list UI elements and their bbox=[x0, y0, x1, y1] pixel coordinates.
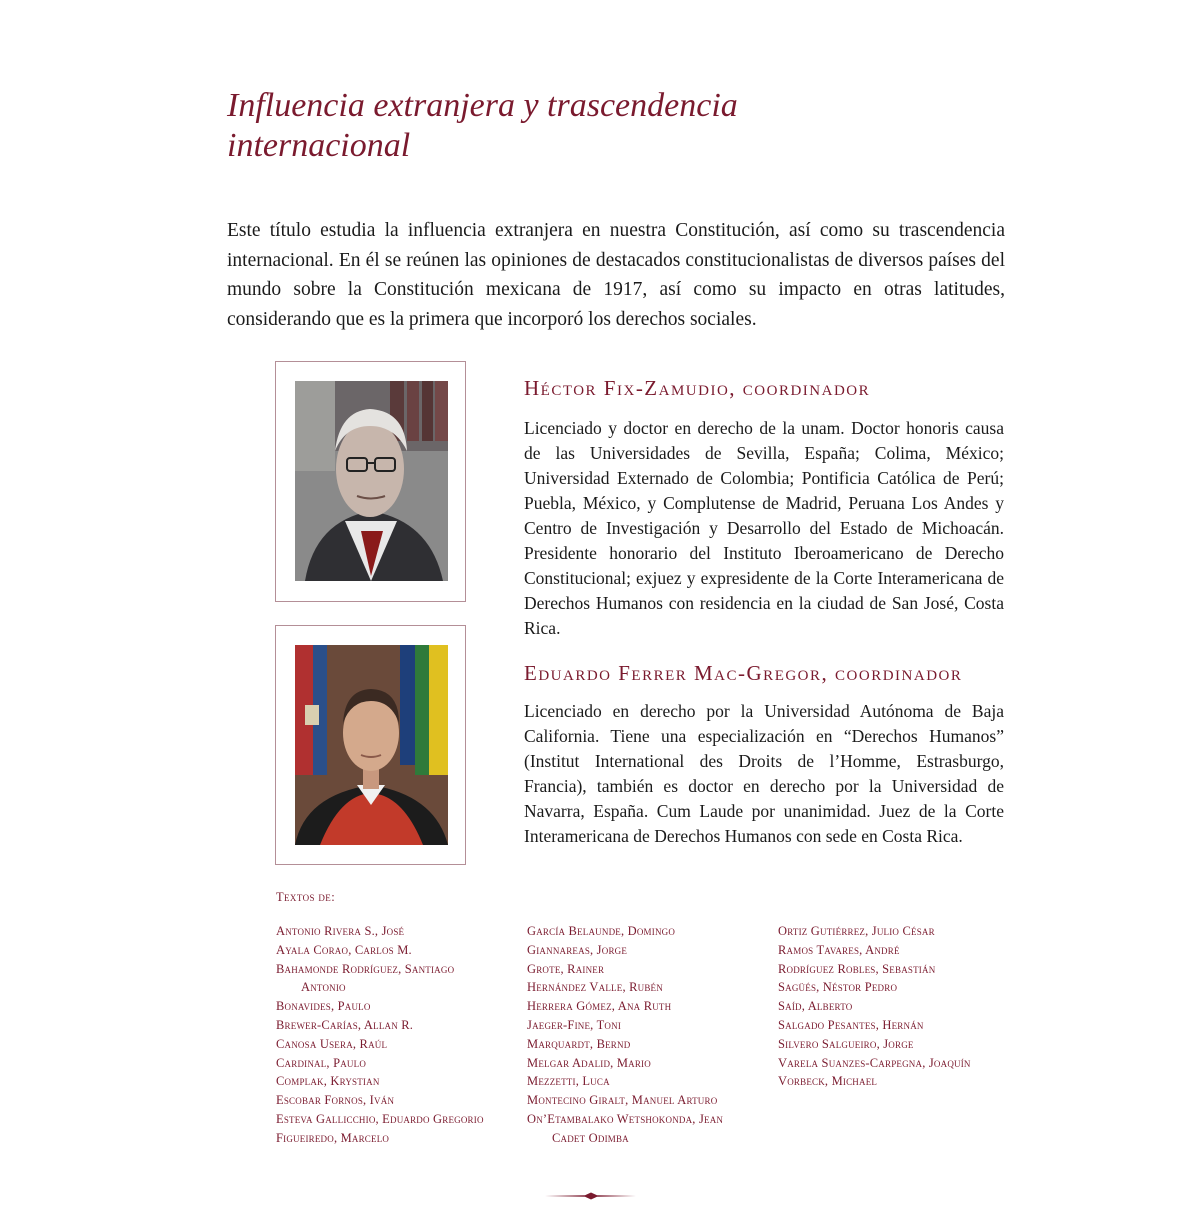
author-item: Salgado Pesantes, Hernán bbox=[778, 1017, 924, 1032]
authors-column-1 bbox=[276, 922, 516, 1148]
coordinator-heading-1: Héctor Fix-Zamudio, coordinador bbox=[524, 376, 871, 400]
author-item: Escobar Fornos, Iván bbox=[276, 1093, 395, 1108]
author-item: Complak, Krystian bbox=[276, 1074, 380, 1089]
author-item: Bonavides, Paulo bbox=[276, 999, 371, 1014]
title-line-1: Influencia extranjera y trascendencia bbox=[227, 87, 738, 124]
author-item: Hernández Valle, Rubén bbox=[527, 980, 663, 995]
author-item: Silvero Salgueiro, Jorge bbox=[778, 1036, 914, 1051]
coordinator-bio-1: Licenciado y doctor en derecho de la unam. Doctor honoris causa de las Universidades de Sevilla, España; Colima, México; Universidad Externado de Colombia; Pontificia Católica de Perú; Puebla, México, y Complutense de Madrid, Peruana Los Andes y Centro de Investigación y Desarrollo del Estado de Michoacán. Presidente honorario del Instituto Iberoamericano de Derecho Constitucional; exjuez y expresidente de la Corte Interamericana de Derechos Humanos con residencia en la ciudad de San José, Costa Rica. bbox=[524, 418, 1004, 638]
authors-heading: Textos de: bbox=[276, 890, 336, 904]
author-item: Saíd, Alberto bbox=[778, 999, 853, 1014]
author-item: Ramos Tavares, André bbox=[778, 942, 900, 957]
author-item: Antonio Rivera S., José bbox=[276, 924, 405, 938]
coordinator-photo-frame-1 bbox=[275, 361, 466, 602]
author-item: Vorbeck, Michael bbox=[778, 1074, 878, 1089]
author-item: Giannareas, Jorge bbox=[527, 942, 628, 957]
author-item: On’Etambalako Wetshokonda, Jean bbox=[527, 1111, 724, 1126]
author-item: Montecino Giralt, Manuel Arturo bbox=[527, 1093, 718, 1108]
author-item: Ortiz Gutiérrez, Julio César bbox=[778, 924, 935, 938]
author-item: Grote, Rainer bbox=[527, 961, 605, 976]
author-item: Mezzetti, Luca bbox=[527, 1074, 610, 1089]
portrait-photo-eduardo-ferrer bbox=[295, 645, 448, 845]
author-item: Marquardt, Bernd bbox=[527, 1036, 631, 1051]
authors-column-3 bbox=[778, 922, 1018, 1091]
author-item: Herrera Gómez, Ana Ruth bbox=[527, 999, 672, 1014]
author-item: Varela Suanzes-Carpegna, Joaquín bbox=[778, 1055, 971, 1070]
author-item: Jaeger-Fine, Toni bbox=[527, 1017, 622, 1032]
author-item: Bahamonde Rodríguez, Santiago bbox=[276, 961, 455, 976]
coordinator-photo-frame-2 bbox=[275, 625, 466, 865]
author-item: García Belaunde, Domingo bbox=[527, 924, 676, 938]
author-item: Esteva Gallicchio, Eduardo Gregorio bbox=[276, 1111, 484, 1126]
author-item: Figueiredo, Marcelo bbox=[276, 1130, 390, 1145]
intro-paragraph: Este título estudia la influencia extranjera en nuestra Constitución, así como su trascendencia internacional. En él se reúnen las opiniones de destacados constitucionalistas de diversos países del mundo sobre la Constitución mexicana de 1917, así como su impacto en otras latitudes, considerando que es la primera que incorporó los derechos sociales. bbox=[227, 220, 1005, 330]
authors-column-2 bbox=[527, 922, 767, 1148]
page-title bbox=[227, 86, 867, 166]
author-item: Rodríguez Robles, Sebastián bbox=[778, 961, 936, 976]
author-item: Cardinal, Paulo bbox=[276, 1055, 367, 1070]
author-item-continuation: Cadet Odimba bbox=[552, 1130, 629, 1145]
footer-ornament bbox=[545, 1188, 637, 1206]
author-item: Brewer-Carías, Allan R. bbox=[276, 1017, 414, 1032]
author-item: Ayala Corao, Carlos M. bbox=[276, 942, 412, 957]
title-line-2: internacional bbox=[227, 127, 411, 164]
coordinator-heading-2: Eduardo Ferrer Mac-Gregor, coordinador bbox=[524, 661, 963, 685]
coordinator-bio-2: Licenciado en derecho por la Universidad Autónoma de Baja California. Tiene una especialización en “Derechos Humanos” (Institut International des Droits de l’Homme, Estrasburgo, Francia), también es doctor en derecho por la Universidad de Navarra, España. Cum Laude por unanimidad. Juez de la Corte Interamericana de Derechos Humanos con sede en Costa Rica. bbox=[524, 701, 1004, 846]
author-item: Melgar Adalid, Mario bbox=[527, 1055, 651, 1070]
portrait-photo-hector-fix-zamudio bbox=[295, 381, 448, 581]
author-item: Sagüés, Néstor Pedro bbox=[778, 980, 898, 995]
author-item: Canosa Usera, Raúl bbox=[276, 1036, 388, 1051]
author-item-continuation: Antonio bbox=[301, 980, 346, 995]
